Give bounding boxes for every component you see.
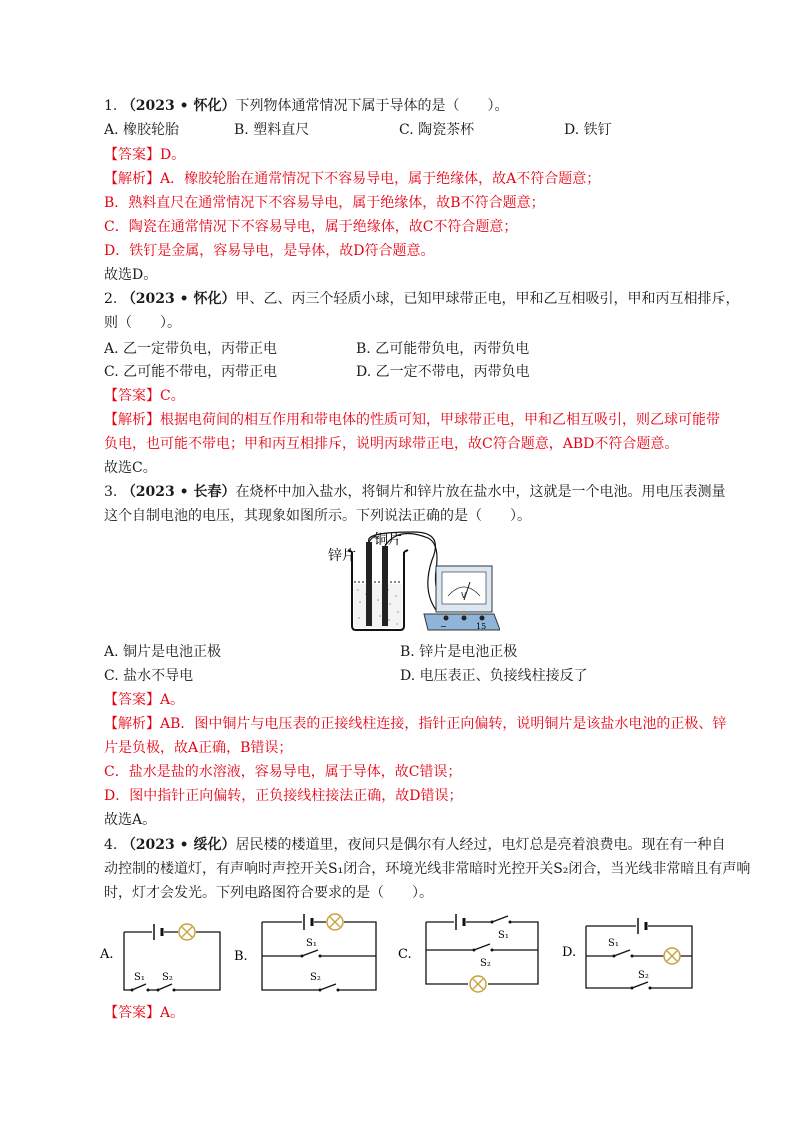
question-text: 居民楼的楼道里，夜间只是偶尔有人经过，电灯总是亮着浪费电。现在有一种自 — [235, 837, 726, 853]
circuit-label: B. — [234, 949, 248, 964]
question-source: （2023 • 长春） — [121, 484, 236, 500]
question-number: 3. — [104, 484, 118, 500]
analysis-text: A．橡胶轮胎在通常情况下不容易导电，属于绝缘体，故A不符合题意； — [160, 171, 601, 187]
s1-label: S₁ — [498, 930, 509, 941]
answer-tag: 【答案】 — [104, 147, 160, 163]
question-number: 4. — [104, 837, 118, 853]
analysis-tag: 【解析】 — [104, 171, 160, 187]
analysis-text: AB．图中铜片与电压表的正接线柱连接，指针正向偏转，说明铜片是该盐水电池的正极、锌 — [160, 716, 727, 732]
question-2-stem — [104, 289, 739, 309]
option-a: A. 橡胶轮胎 — [104, 122, 180, 138]
analysis-line — [104, 714, 726, 734]
analysis-line: B．熟料直尺在通常情况下不容易导电，属于绝缘体，故B不符合题意； — [104, 195, 545, 211]
option-d: D. 铁钉 — [564, 122, 612, 138]
option-a: A. 铜片是电池正极 — [104, 644, 222, 660]
conclusion: 故选D。 — [104, 267, 158, 283]
s2-label: S₂ — [162, 972, 173, 983]
analysis-tag: 【解析】 — [104, 716, 160, 732]
question-source: （2023 • 怀化） — [121, 98, 236, 114]
switch-s2 — [632, 982, 648, 988]
switch-s1 — [132, 984, 146, 990]
circuit-label: A. — [100, 947, 114, 962]
conclusion: 故选A。 — [104, 812, 157, 828]
switch-s1 — [614, 950, 630, 956]
answer-value: C。 — [160, 388, 185, 404]
analysis-line: 负电，也可能不带电；甲和丙互相排斥，说明丙球带正电，故C符合题意，ABD不符合题意。 — [104, 436, 679, 452]
voltmeter-base — [424, 614, 500, 630]
s1-label: S₁ — [608, 938, 619, 949]
conclusion: 故选C。 — [104, 460, 157, 476]
s1-label: S₁ — [306, 938, 317, 949]
answer-tag: 【答案】 — [104, 388, 160, 404]
option-b: B. 锌片是电池正极 — [400, 644, 518, 660]
switch-s1 — [492, 916, 508, 922]
circuit-wires — [426, 922, 538, 984]
s1-label: S₁ — [134, 972, 145, 983]
question-4-stem — [104, 835, 725, 855]
analysis-text: 根据电荷间的相互作用和带电体的性质可知，甲球带正电，甲和乙相互吸引，则乙球可能带 — [160, 412, 720, 428]
terminal-3v — [462, 616, 467, 621]
s2-label: S₂ — [480, 958, 491, 969]
salt-water — [354, 584, 402, 628]
question-text: 动控制的楼道灯，有声响时声控开关S₁闭合，环境光线非常暗时光控开关S₂闭合，当光线非常暗且有声响 — [104, 861, 751, 877]
option-b: B. 塑料直尺 — [234, 122, 310, 138]
answer-line — [104, 690, 184, 710]
terminal-15v — [480, 616, 485, 621]
question-text: 下列物体通常情况下属于导体的是（ ）。 — [235, 98, 509, 114]
question-text: 则（ ）。 — [104, 315, 181, 331]
question-source: （2023 • 怀化） — [121, 291, 236, 307]
question-1-stem — [104, 96, 508, 116]
copper-label: 铜片 — [374, 532, 402, 548]
question-text: 时，灯才会发光。下列电路图符合要求的是（ ）。 — [104, 885, 433, 901]
analysis-line: C．陶瓷在通常情况下不容易导电，属于绝缘体，故C不符合题意； — [104, 219, 518, 235]
switch-s2 — [474, 944, 490, 950]
answer-line — [104, 145, 185, 165]
analysis-line: D．铁钉是金属，容易导电，是导体，故D符合题意。 — [104, 243, 435, 259]
answer-tag: 【答案】 — [104, 1005, 160, 1021]
circuit-b — [234, 906, 386, 996]
zinc-label: 锌片 — [328, 548, 356, 564]
switch-s2 — [320, 984, 336, 990]
circuit-a — [100, 914, 228, 996]
option-c: C. 陶瓷茶杯 — [399, 122, 475, 138]
circuit-label: D. — [562, 945, 577, 960]
scale-mark: 15 — [476, 622, 487, 631]
circuit-label: C. — [398, 947, 412, 962]
question-number: 2. — [104, 291, 118, 307]
analysis-line: D．图中指针正向偏转，正负接线柱接法正确，故D错误； — [104, 788, 463, 804]
voltmeter-symbol: V — [461, 592, 467, 600]
answer-tag: 【答案】 — [104, 692, 160, 708]
negative-mark: − — [440, 622, 447, 631]
copper-plate — [382, 546, 388, 626]
analysis-tag: 【解析】 — [104, 412, 160, 428]
question-text: 在烧杯中加入盐水，将铜片和锌片放在盐水中，这就是一个电池。用电压表测量 — [235, 484, 726, 500]
analysis-line — [104, 410, 720, 430]
analysis-line: 片是负极，故A正确，B错误； — [104, 740, 293, 756]
circuit-c — [398, 906, 546, 998]
answer-value: A。 — [160, 692, 185, 708]
option-c: C. 盐水不导电 — [104, 668, 194, 684]
question-text: 这个自制电池的电压，其现象如图所示。下列说法正确的是（ ）。 — [104, 508, 531, 524]
switch-s1 — [302, 950, 318, 956]
question-3-stem — [104, 482, 725, 502]
option-a: A. 乙一定带负电，丙带正电 — [104, 341, 278, 357]
question-text: 甲、乙、丙三个轻质小球，已知甲球带正电，甲和乙互相吸引，甲和丙互相排斥， — [235, 291, 740, 307]
s2-label: S₂ — [310, 972, 321, 983]
circuit-d — [562, 910, 700, 1000]
battery-voltmeter-figure — [318, 530, 500, 634]
analysis-line: C．盐水是盐的水溶液，容易导电，属于导体，故C错误； — [104, 764, 462, 780]
answer-value: A。 — [160, 1005, 185, 1021]
analysis-line — [104, 169, 600, 189]
option-b: B. 乙可能带负电，丙带负电 — [356, 341, 530, 357]
answer-line — [104, 1003, 184, 1023]
option-c: C. 乙可能不带电，丙带正电 — [104, 364, 278, 380]
question-number: 1. — [104, 98, 118, 114]
option-d: D. 乙一定不带电，丙带负电 — [356, 364, 530, 380]
zinc-plate — [366, 542, 372, 626]
question-source: （2023 • 绥化） — [121, 837, 236, 853]
switch-s2 — [158, 984, 172, 990]
answer-line — [104, 386, 185, 406]
s2-label: S₂ — [638, 970, 649, 981]
beaker-lip — [348, 550, 408, 552]
answer-value: D。 — [160, 147, 186, 163]
negative-terminal — [444, 616, 449, 621]
option-d: D. 电压表正、负接线柱接反了 — [400, 668, 588, 684]
